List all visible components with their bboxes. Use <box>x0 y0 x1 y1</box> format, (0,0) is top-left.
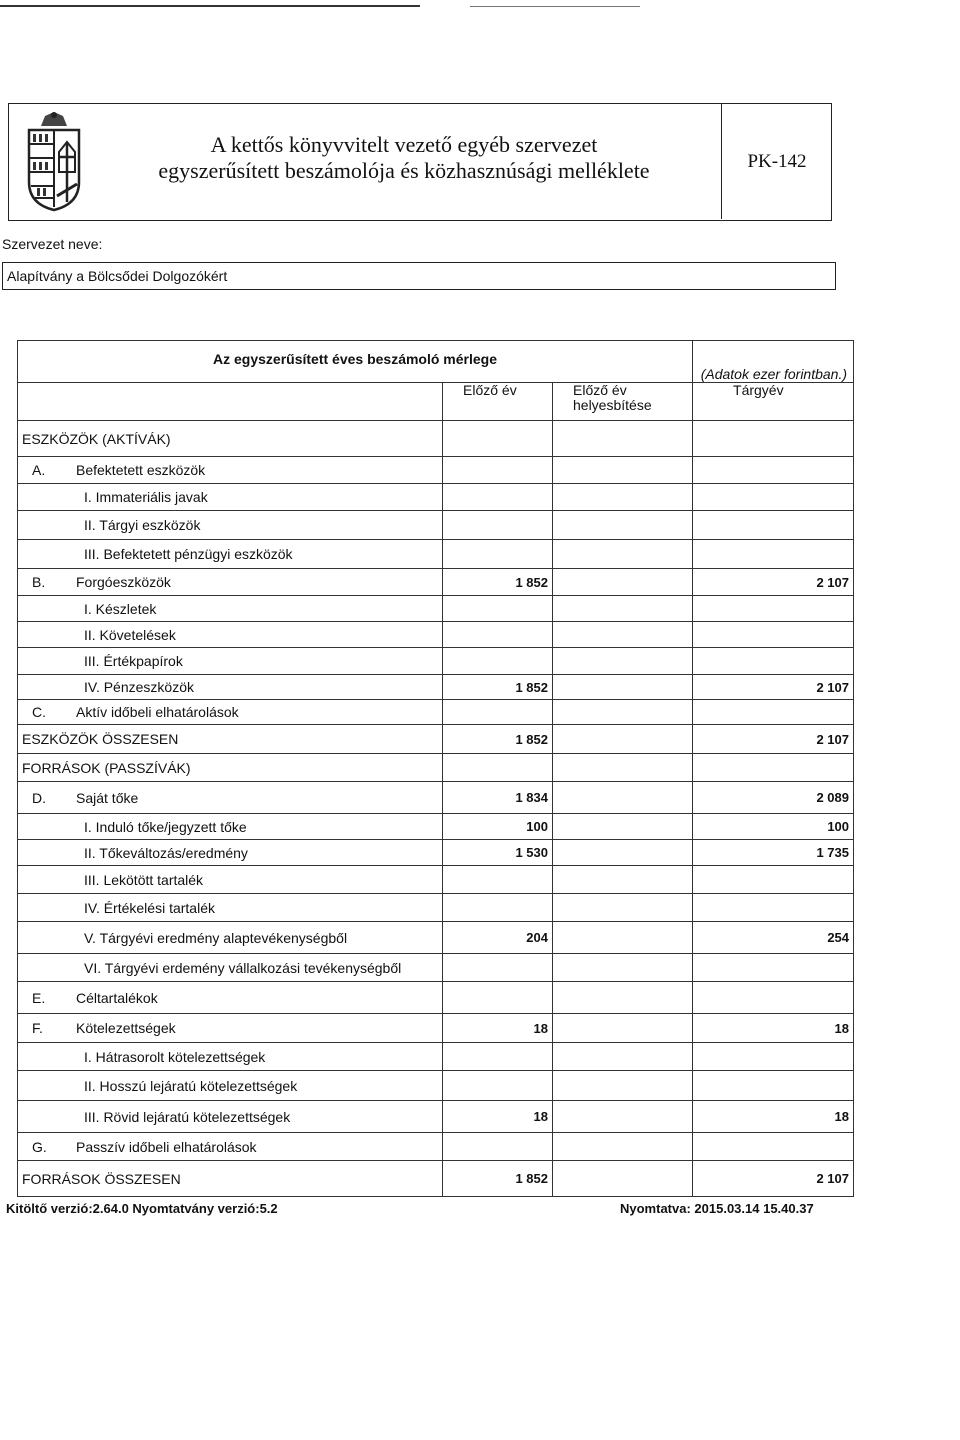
row-value-prev: 1 852 <box>443 675 553 700</box>
table-row <box>18 700 854 725</box>
row-label-cell <box>18 1043 443 1071</box>
row-code: D. <box>32 789 46 806</box>
header-blank-cell <box>18 383 443 421</box>
row-label-cell <box>18 596 443 622</box>
balance-sheet-table <box>17 340 854 1197</box>
row-label: FORRÁSOK (PASSZÍVÁK) <box>22 759 191 776</box>
row-label: Saját tőke <box>76 789 139 806</box>
form-title-line-1: A kettős könyvvitelt vezető egyéb szervezet <box>210 132 598 157</box>
row-code: A. <box>32 462 46 478</box>
row-code: G. <box>32 1138 47 1155</box>
table-row <box>18 754 854 782</box>
row-value-prev <box>443 622 553 648</box>
row-label: I. Induló tőke/jegyzett tőke <box>84 818 247 835</box>
column-header-prev-year: Előző év <box>443 383 553 421</box>
row-label-cell <box>18 725 443 754</box>
row-label-cell <box>18 511 443 540</box>
scan-top-rule-2 <box>470 6 640 7</box>
row-label-cell <box>18 648 443 675</box>
row-value-prev <box>443 596 553 622</box>
row-value-adj <box>553 754 693 782</box>
row-value-prev <box>443 700 553 725</box>
row-value-prev: 18 <box>443 1101 553 1133</box>
row-value-adj <box>553 840 693 866</box>
row-value-curr: 2 107 <box>693 1161 854 1197</box>
row-value-curr <box>693 648 854 675</box>
table-row <box>18 622 854 648</box>
row-label-cell <box>18 457 443 484</box>
table-row <box>18 866 854 894</box>
row-label: V. Tárgyévi eredmény alaptevékenységből <box>84 929 348 946</box>
row-label: FORRÁSOK ÖSSZESEN <box>22 1170 181 1187</box>
table-row <box>18 814 854 840</box>
row-value-curr: 254 <box>693 922 854 954</box>
row-value-adj <box>553 922 693 954</box>
table-row <box>18 511 854 540</box>
row-label-cell <box>18 922 443 954</box>
row-label: II. Hosszú lejáratú kötelezettségek <box>84 1077 298 1094</box>
table-row <box>18 675 854 700</box>
row-value-prev <box>443 511 553 540</box>
row-value-adj <box>553 1014 693 1043</box>
row-value-curr <box>693 511 854 540</box>
row-value-adj <box>553 814 693 840</box>
row-value-prev: 1 834 <box>443 782 553 814</box>
row-value-adj <box>553 484 693 511</box>
form-title <box>89 132 719 184</box>
row-value-curr: 18 <box>693 1014 854 1043</box>
row-value-curr <box>693 954 854 982</box>
row-value-prev <box>443 754 553 782</box>
row-label: II. Tőkeváltozás/eredmény <box>84 844 248 861</box>
row-value-adj <box>553 457 693 484</box>
table-row <box>18 782 854 814</box>
row-value-prev: 1 852 <box>443 569 553 596</box>
row-label: II. Tárgyi eszközök <box>84 517 201 533</box>
table-row <box>18 596 854 622</box>
row-label-cell <box>18 866 443 894</box>
row-value-curr: 18 <box>693 1101 854 1133</box>
balance-title: Az egyszerűsített éves beszámoló mérlege <box>18 341 693 383</box>
row-value-prev: 18 <box>443 1014 553 1043</box>
row-value-prev <box>443 954 553 982</box>
row-value-curr <box>693 596 854 622</box>
row-label-cell <box>18 782 443 814</box>
row-label: I. Immateriális javak <box>84 489 208 505</box>
row-value-adj <box>553 954 693 982</box>
table-row <box>18 1043 854 1071</box>
row-code: F. <box>32 1020 43 1036</box>
table-row <box>18 725 854 754</box>
row-label-cell <box>18 675 443 700</box>
row-value-curr <box>693 457 854 484</box>
row-label: VI. Tárgyévi erdemény vállalkozási tevékenységből <box>84 959 402 976</box>
column-header-prev-year-adjustment <box>553 383 693 421</box>
row-label-cell <box>18 1133 443 1161</box>
row-label: III. Rövid lejáratú kötelezettségek <box>84 1108 291 1125</box>
row-label: Forgóeszközök <box>76 574 171 590</box>
row-value-curr: 2 107 <box>693 675 854 700</box>
table-row <box>18 1133 854 1161</box>
row-value-curr <box>693 1043 854 1071</box>
row-value-adj <box>553 782 693 814</box>
row-label-cell <box>18 1014 443 1043</box>
row-value-adj <box>553 982 693 1014</box>
row-value-curr <box>693 700 854 725</box>
table-row <box>18 648 854 675</box>
unit-note: (Adatok ezer forintban.) <box>693 341 854 383</box>
row-value-curr <box>693 1133 854 1161</box>
row-value-prev <box>443 894 553 922</box>
row-value-prev <box>443 421 553 457</box>
balance-rows <box>18 421 854 1197</box>
row-value-adj <box>553 1043 693 1071</box>
row-value-curr: 1 735 <box>693 840 854 866</box>
row-label-cell <box>18 622 443 648</box>
table-row <box>18 484 854 511</box>
row-label: III. Befektetett pénzügyi eszközök <box>84 546 293 562</box>
row-value-prev <box>443 1133 553 1161</box>
row-code: E. <box>32 989 46 1006</box>
table-row <box>18 457 854 484</box>
column-header-adj-line-2: helyesbítése <box>573 397 652 413</box>
row-value-curr <box>693 622 854 648</box>
row-label: Passzív időbeli elhatárolások <box>76 1138 257 1155</box>
row-label: I. Hátrasorolt kötelezettségek <box>84 1048 266 1065</box>
print-timestamp: Nyomtatva: 2015.03.14 15.40.37 <box>620 1201 814 1216</box>
row-value-adj <box>553 725 693 754</box>
row-value-adj <box>553 511 693 540</box>
row-label: IV. Pénzeszközök <box>84 679 194 695</box>
row-value-prev <box>443 648 553 675</box>
row-value-curr <box>693 894 854 922</box>
column-header-current-year: Tárgyév <box>693 383 854 421</box>
row-label-cell <box>18 569 443 596</box>
row-value-prev <box>443 457 553 484</box>
form-header <box>8 103 832 221</box>
balance-title-row <box>18 341 854 383</box>
table-row <box>18 1071 854 1101</box>
row-value-adj <box>553 648 693 675</box>
row-value-curr <box>693 754 854 782</box>
balance-column-header-row <box>18 383 854 421</box>
row-label: I. Készletek <box>84 600 157 617</box>
table-row <box>18 1161 854 1197</box>
row-value-curr <box>693 484 854 511</box>
row-value-curr: 100 <box>693 814 854 840</box>
row-value-prev: 100 <box>443 814 553 840</box>
row-value-adj <box>553 1133 693 1161</box>
row-label-cell <box>18 840 443 866</box>
row-value-adj <box>553 1101 693 1133</box>
row-value-adj <box>553 421 693 457</box>
table-row <box>18 1014 854 1043</box>
row-value-adj <box>553 569 693 596</box>
row-code: B. <box>32 574 46 590</box>
table-row <box>18 894 854 922</box>
table-row <box>18 954 854 982</box>
row-label: IV. Értékelési tartalék <box>84 899 215 916</box>
row-value-adj <box>553 1071 693 1101</box>
row-label: II. Követelések <box>84 626 176 643</box>
table-row <box>18 840 854 866</box>
row-value-prev <box>443 866 553 894</box>
form-title-line-2: egyszerűsített beszámolója és közhasznúsági melléklete <box>158 158 650 183</box>
row-value-curr: 2 107 <box>693 569 854 596</box>
row-value-curr <box>693 982 854 1014</box>
row-value-curr <box>693 1071 854 1101</box>
table-row <box>18 982 854 1014</box>
row-value-adj <box>553 596 693 622</box>
table-row <box>18 1101 854 1133</box>
row-value-adj <box>553 700 693 725</box>
form-code: PK-142 <box>721 104 832 219</box>
row-value-prev <box>443 1071 553 1101</box>
row-value-curr: 2 107 <box>693 725 854 754</box>
row-value-prev <box>443 484 553 511</box>
row-value-prev: 204 <box>443 922 553 954</box>
row-label-cell <box>18 700 443 725</box>
row-label-cell <box>18 894 443 922</box>
row-value-adj <box>553 894 693 922</box>
organization-name-field: Alapítvány a Bölcsődei Dolgozókért <box>2 262 836 290</box>
row-label-cell <box>18 1161 443 1197</box>
table-row <box>18 569 854 596</box>
row-value-curr <box>693 866 854 894</box>
row-value-curr <box>693 540 854 569</box>
row-label-cell <box>18 1101 443 1133</box>
table-row <box>18 540 854 569</box>
version-info: Kitöltő verzió:2.64.0 Nyomtatvány verzió:5.2 <box>6 1201 278 1216</box>
row-label-cell <box>18 1071 443 1101</box>
row-value-prev: 1 852 <box>443 1161 553 1197</box>
row-value-adj <box>553 1161 693 1197</box>
row-value-adj <box>553 540 693 569</box>
row-label: Befektetett eszközök <box>76 462 206 478</box>
column-header-adj-line-1: Előző év <box>573 382 627 398</box>
row-value-adj <box>553 622 693 648</box>
row-label: Céltartalékok <box>76 989 158 1006</box>
row-label-cell <box>18 814 443 840</box>
row-value-adj <box>553 675 693 700</box>
row-label-cell <box>18 484 443 511</box>
row-value-adj <box>553 866 693 894</box>
row-value-prev: 1 852 <box>443 725 553 754</box>
row-value-prev <box>443 540 553 569</box>
scan-top-rule <box>0 5 420 7</box>
row-label: Kötelezettségek <box>76 1020 176 1036</box>
organization-label: Szervezet neve: <box>2 236 103 252</box>
hungarian-coat-of-arms-icon <box>23 112 85 212</box>
row-label: ESZKÖZÖK ÖSSZESEN <box>22 731 179 747</box>
row-label-cell <box>18 540 443 569</box>
row-label: III. Lekötött tartalék <box>84 871 204 888</box>
row-code: C. <box>32 704 46 720</box>
row-label-cell <box>18 982 443 1014</box>
row-value-prev: 1 530 <box>443 840 553 866</box>
table-row <box>18 922 854 954</box>
row-label-cell <box>18 754 443 782</box>
table-row <box>18 421 854 457</box>
row-label-cell <box>18 421 443 457</box>
row-label: ESZKÖZÖK (AKTÍVÁK) <box>22 430 171 447</box>
row-value-prev <box>443 1043 553 1071</box>
row-label-cell <box>18 954 443 982</box>
row-value-curr: 2 089 <box>693 782 854 814</box>
row-value-prev <box>443 982 553 1014</box>
row-label: III. Értékpapírok <box>84 653 183 669</box>
row-value-curr <box>693 421 854 457</box>
row-label: Aktív időbeli elhatárolások <box>76 704 239 720</box>
